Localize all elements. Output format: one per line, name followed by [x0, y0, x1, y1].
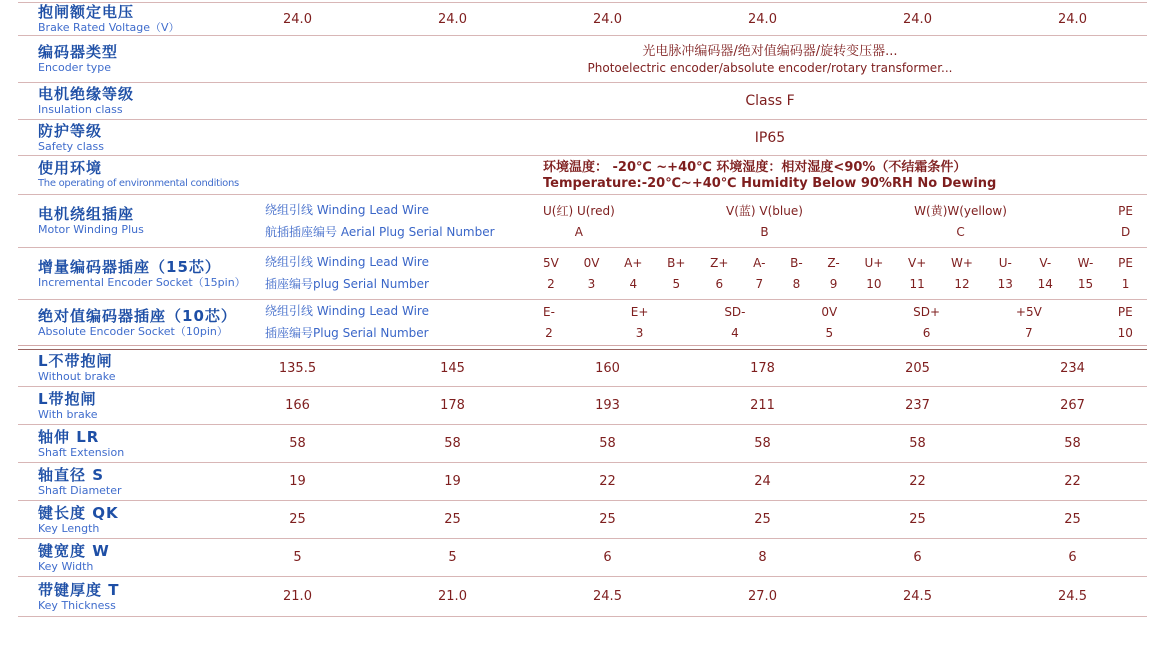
pin-number: 8 [792, 277, 801, 291]
pin-signal: 0V [583, 256, 600, 270]
row-label-zh: 带键厚度 T [38, 580, 120, 599]
value-cell: 24 [754, 474, 771, 489]
merged-value-en: Photoelectric encoder/absolute encoder/rotary transformer... [587, 60, 953, 75]
value-cell: 211 [750, 398, 775, 413]
merged-value [365, 36, 1175, 82]
value-cell: 24.0 [903, 11, 932, 27]
pin-signal: 0V [821, 305, 838, 319]
table-row-motor-winding-socket [18, 194, 1147, 247]
pin-number: 7 [1025, 326, 1033, 340]
pin-signal: U(红) U(red) [543, 203, 615, 218]
pin-signal: Z+ [710, 256, 729, 270]
row-values [220, 387, 1150, 424]
value-cell: 5 [448, 550, 457, 565]
socket-sublabels [265, 248, 429, 299]
row-label-en: Safety class [38, 139, 104, 153]
pin-number: 13 [997, 277, 1013, 291]
pin-number: A [574, 224, 583, 239]
pin-number: 2 [545, 326, 553, 340]
pin-column [913, 306, 940, 339]
table-row-key-width [18, 538, 1147, 576]
row-label-zh: L不带抱闸 [38, 352, 113, 370]
row-label-zh: 轴直径 S [38, 465, 105, 484]
value-cell: 24.5 [593, 589, 622, 604]
pin-number: 14 [1037, 277, 1053, 291]
value-cell: 27.0 [748, 589, 777, 604]
pin-signal: B+ [667, 256, 686, 270]
pin-column [790, 257, 803, 290]
value-cell: 25 [444, 512, 461, 527]
pin-signal: U+ [864, 256, 884, 270]
row-label-en: The operating of environmental conditions [38, 178, 239, 189]
merged-value [365, 120, 1175, 155]
value-cell: 237 [905, 398, 930, 413]
table-row-shaft-diameter [18, 462, 1147, 500]
value-cell: 58 [289, 436, 306, 451]
row-label-en: Encoder type [38, 61, 112, 74]
row-label [18, 36, 265, 82]
table-row-absolute-encoder-socket [18, 299, 1147, 345]
pin-column [624, 257, 642, 290]
row-label-en: Key Width [38, 559, 94, 573]
row-values [220, 3, 1150, 35]
value-cell: 267 [1060, 398, 1085, 413]
value-cell: 145 [440, 360, 465, 376]
pin-signal: U- [998, 256, 1012, 270]
pin-column [821, 306, 837, 339]
pin-signal: B- [790, 256, 803, 270]
environment-value-zh: 环境温度： -20℃ ~+40℃ 环境湿度：相对湿度<90%（不结霜条件） [543, 159, 967, 175]
pin-number: 6 [922, 326, 931, 340]
pin-signal: +5V [1015, 305, 1042, 319]
merged-value [365, 83, 1175, 119]
table-row-insulation-class [18, 82, 1147, 119]
row-label [18, 156, 265, 194]
table-row-key-length [18, 500, 1147, 538]
pin-number: 4 [629, 277, 638, 291]
pin-number: B [760, 224, 769, 239]
pin-column [710, 257, 728, 290]
pin-column [1118, 257, 1133, 290]
value-cell: 25 [289, 512, 306, 527]
pin-number: 9 [829, 277, 838, 291]
value-cell: 24.5 [903, 589, 932, 604]
row-values [220, 577, 1150, 616]
pin-signal: W+ [951, 256, 973, 270]
value-cell: 234 [1060, 360, 1085, 376]
row-label-en: Incremental Encoder Socket（15pin） [38, 275, 246, 289]
row-values [220, 350, 1150, 386]
sublabel-lead-wire: 绕组引线 Winding Lead Wire [265, 304, 429, 318]
value-cell: 25 [909, 512, 926, 527]
sublabel-serial-number: 航插插座编号 Aerial Plug Serial Number [265, 224, 495, 239]
value-cell: 6 [603, 550, 612, 565]
row-label-zh: 防护等级 [38, 121, 103, 140]
value-cell: 21.0 [283, 589, 312, 604]
merged-value-text: IP65 [754, 129, 786, 146]
socket-sublabels [265, 195, 495, 247]
value-cell: 22 [599, 474, 616, 489]
pin-number: 11 [909, 277, 925, 291]
pin-number: C [956, 224, 965, 239]
environment-value-en: Temperature:-20℃~+40℃ Humidity Below 90%RH No Dewing [543, 175, 997, 191]
value-cell: 178 [440, 398, 465, 413]
pin-column [1118, 205, 1133, 238]
pin-number: 10 [866, 277, 882, 291]
value-cell: 22 [1064, 474, 1081, 489]
pin-column [667, 257, 685, 290]
pin-column [914, 205, 1007, 238]
table-row-shaft-extension [18, 424, 1147, 462]
value-cell: 6 [1068, 550, 1077, 565]
pin-number: 1 [1121, 277, 1130, 291]
table-row-encoder-type [18, 35, 1147, 82]
row-label-en: Insulation class [38, 103, 123, 116]
pin-map [543, 300, 1133, 345]
pin-number: 7 [755, 277, 764, 291]
pin-signal: Z- [827, 256, 840, 270]
pin-signal: V+ [908, 256, 927, 270]
row-label [18, 83, 265, 119]
value-cell: 24.0 [283, 11, 312, 27]
row-label-zh: 轴伸 LR [38, 427, 100, 446]
pin-signal: W(黄)W(yellow) [914, 203, 1007, 218]
pin-number: 2 [547, 277, 555, 291]
pin-number: 6 [715, 277, 724, 291]
sublabel-lead-wire: 绕组引线 Winding Lead Wire [265, 255, 429, 269]
value-cell: 8 [758, 550, 767, 565]
table-row-brake-voltage [18, 2, 1147, 35]
pin-number: 15 [1077, 277, 1094, 291]
row-label-zh: L带抱闸 [38, 389, 97, 408]
pin-column [1078, 257, 1094, 290]
sublabel-serial-number: 插座编号Plug Serial Number [265, 326, 429, 340]
value-cell: 193 [595, 398, 620, 413]
pin-signal: 5V [543, 256, 559, 270]
value-cell: 58 [1064, 436, 1081, 451]
pin-signal: V(蓝) V(blue) [726, 203, 803, 218]
pin-signal: A+ [624, 256, 643, 270]
pin-number: 12 [954, 277, 970, 291]
row-label-en: Absolute Encoder Socket（10pin） [38, 324, 228, 338]
pin-signal: SD- [724, 305, 746, 319]
value-cell: 6 [913, 550, 922, 565]
pin-map [543, 195, 1133, 247]
pin-column [726, 205, 803, 238]
value-cell: 5 [293, 550, 302, 565]
value-cell: 160 [595, 360, 620, 376]
pin-number: 5 [672, 277, 681, 291]
row-label [18, 248, 265, 299]
socket-sublabels [265, 300, 429, 345]
pin-number: 3 [635, 326, 644, 340]
sublabel-serial-number: 插座编号plug Serial Number [265, 277, 429, 291]
pin-column [864, 257, 883, 290]
pin-column [543, 257, 559, 290]
row-values [220, 501, 1150, 538]
row-label-zh: 编码器类型 [38, 43, 119, 61]
row-label-zh: 键长度 QK [38, 503, 119, 522]
row-values [220, 425, 1150, 462]
row-label-en: Key Length [38, 521, 100, 535]
pin-signal: PE [1118, 256, 1133, 270]
table-row-length-without-brake [18, 350, 1147, 386]
pin-number: 10 [1117, 326, 1133, 340]
row-label-zh: 使用环境 [38, 159, 103, 177]
merged-value-zh: 光电脉冲编码器/绝对值编码器/旋转变压器... [642, 43, 898, 59]
row-label-en: Shaft Extension [38, 445, 125, 459]
value-cell: 166 [285, 398, 310, 413]
value-cell: 19 [289, 474, 306, 489]
row-label-en: With brake [38, 407, 98, 421]
value-cell: 22 [909, 474, 926, 489]
value-cell: 25 [754, 512, 771, 527]
value-cell: 135.5 [278, 360, 317, 376]
pin-signal: A- [753, 256, 766, 270]
pin-column [543, 205, 615, 238]
pin-column [827, 257, 839, 290]
value-cell: 58 [599, 436, 616, 451]
pin-number: 4 [731, 326, 739, 340]
pin-column [631, 306, 649, 339]
row-label-en: Shaft Diameter [38, 483, 122, 497]
table-row-key-thickness [18, 576, 1147, 616]
value-cell: 24.0 [1058, 11, 1087, 27]
pin-column [1118, 306, 1133, 339]
merged-value-text: Class F [745, 93, 795, 109]
pin-column [753, 257, 765, 290]
value-cell: 19 [444, 474, 461, 489]
pin-number: 5 [825, 326, 834, 340]
pin-column [1038, 257, 1053, 290]
row-label-en: Key Thickness [38, 598, 116, 612]
row-values [220, 539, 1150, 576]
pin-signal: PE [1117, 305, 1133, 319]
pin-signal: E- [543, 305, 555, 319]
row-label-en: Brake Rated Voltage（V） [38, 21, 180, 34]
pin-signal: E+ [630, 305, 649, 319]
value-cell: 205 [905, 360, 930, 376]
row-label [18, 300, 265, 345]
row-values [220, 463, 1150, 500]
row-label-zh: 电机绝缘等级 [38, 85, 135, 103]
table-row-incremental-encoder-socket [18, 247, 1147, 299]
row-label-zh: 抱闸额定电压 [38, 3, 135, 21]
value-cell: 24.0 [748, 11, 777, 27]
value-cell: 58 [444, 436, 461, 451]
value-cell: 58 [909, 436, 926, 451]
pin-column [543, 306, 555, 339]
pin-number: D [1120, 224, 1131, 239]
table-row-environment [18, 155, 1147, 194]
row-label [18, 195, 265, 247]
value-cell: 25 [599, 512, 616, 527]
pin-number: 3 [587, 277, 596, 291]
value-cell: 24.0 [438, 11, 467, 27]
table-row-length-with-brake [18, 386, 1147, 424]
value-cell: 178 [750, 360, 775, 376]
pin-column [998, 257, 1013, 290]
pin-signal: V- [1039, 256, 1052, 270]
pin-signal: PE [1118, 203, 1133, 218]
pin-column [584, 257, 600, 290]
row-label-zh: 电机绕组插座 [38, 205, 135, 223]
pin-column [724, 306, 745, 339]
pin-column [951, 257, 973, 290]
pin-signal: W- [1077, 256, 1094, 270]
row-label [18, 120, 265, 155]
value-cell: 24.0 [593, 11, 622, 27]
spec-table [18, 2, 1147, 617]
sublabel-lead-wire: 绕组引线 Winding Lead Wire [265, 202, 429, 217]
table-row-safety-class [18, 119, 1147, 155]
value-cell: 21.0 [438, 589, 467, 604]
row-label-zh: 增量编码器插座（15芯） [38, 257, 221, 276]
row-label-en: Without brake [38, 370, 116, 383]
value-cell: 24.5 [1058, 589, 1087, 604]
value-cell: 58 [754, 436, 771, 451]
pin-map [543, 248, 1133, 299]
pin-column [908, 257, 926, 290]
pin-signal: SD+ [913, 305, 941, 319]
row-label-zh: 键宽度 W [38, 541, 110, 560]
pin-column [1016, 306, 1042, 339]
row-label-en: Motor Winding Plus [38, 223, 144, 236]
environment-value [543, 156, 996, 194]
value-cell: 25 [1064, 512, 1081, 527]
row-label-zh: 绝对值编码器插座（10芯） [38, 306, 237, 325]
